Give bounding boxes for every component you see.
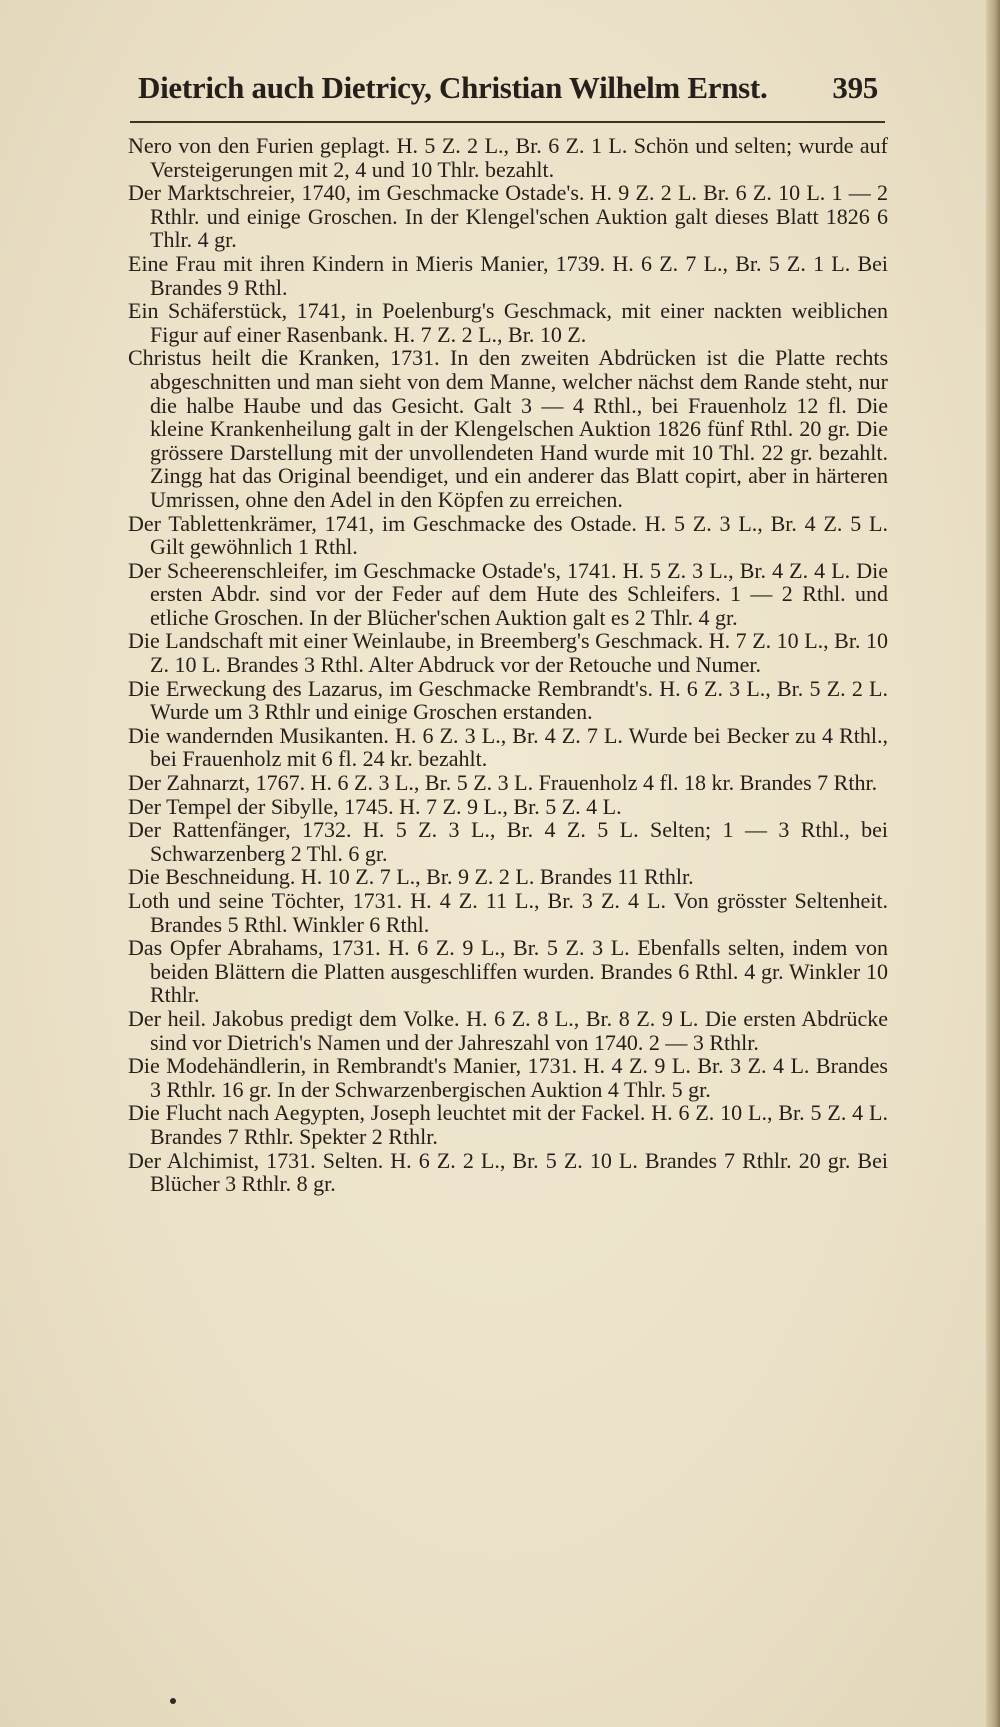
catalog-entries bbox=[128, 134, 888, 1196]
catalog-entry: Nero von den Furien geplagt. H. 5 Z. 2 L., Br. 6 Z. 1 L. Schön und selten; wurde auf Versteigerungen mit 2, 4 und 10 Thlr. bezahlt. bbox=[128, 133, 888, 182]
catalog-entry: Der Zahnarzt, 1767. H. 6 Z. 3 L., Br. 5 Z. 3 L. Frauenholz 4 fl. 18 kr. Brandes 7 Rthr. bbox=[128, 770, 878, 796]
catalog-entry: Das Opfer Abrahams, 1731. H. 6 Z. 9 L., Br. 5 Z. 3 L. Ebenfalls selten, indem von beiden Blättern die Platten ausgeschliffen wurden. Brandes 6 Rthl. 4 gr. Winkler 10 Rthlr. bbox=[128, 935, 888, 1008]
catalog-entry: Der Tempel der Sibylle, 1745. H. 7 Z. 9 L., Br. 5 Z. 4 L. bbox=[128, 793, 622, 819]
page-edge bbox=[986, 0, 1000, 1727]
catalog-entry: Die Flucht nach Aegypten, Joseph leuchtet mit der Fackel. H. 6 Z. 10 L., Br. 5 Z. 4 L. Brandes 7 Rthlr. Spekter 2 Rthlr. bbox=[128, 1100, 888, 1149]
catalog-entry: Der Tablettenkrämer, 1741, im Geschmacke des Ostade. H. 5 Z. 3 L., Br. 4 Z. 5 L. Gilt gewöhnlich 1 Rthl. bbox=[128, 510, 888, 560]
catalog-entry: Die Landschaft mit einer Weinlaube, in Breemberg's Geschmack. H. 7 Z. 10 L., Br. 10 Z. 10 L. Brandes 3 Rthl. Alter Abdruck vor der Retouche und Numer. bbox=[128, 628, 888, 678]
catalog-entry: Die wandernden Musikanten. H. 6 Z. 3 L., Br. 4 Z. 7 L. Wurde bei Becker zu 4 Rthl., bei Frauenholz mit 6 fl. 24 kr. bezahlt. bbox=[128, 722, 888, 772]
catalog-entry: Der Marktschreier, 1740, im Geschmacke Ostade's. H. 9 Z. 2 L. Br. 6 Z. 10 L. 1 — 2 Rthlr. und einige Groschen. In der Klengel'schen Auktion galt dieses Blatt 1826 6 Thlr. 4 gr. bbox=[128, 180, 888, 253]
catalog-entry: Die Beschneidung. H. 10 Z. 7 L., Br. 9 Z. 2 L. Brandes 11 Rthlr. bbox=[128, 864, 694, 890]
catalog-entry: Eine Frau mit ihren Kindern in Mieris Manier, 1739. H. 6 Z. 7 L., Br. 5 Z. 1 L. Bei Brandes 9 Rthl. bbox=[128, 250, 888, 300]
catalog-entry: Christus heilt die Kranken, 1731. In den zweiten Abdrücken ist die Platte rechts abgeschnitten und man sieht von dem Manne, welcher nächst dem Rande steht, nur die halbe Haube und das Gesicht. Galt 3 — 4 Rthl., bei Frauenholz 12 fl. Die kleine Krankenheilung galt in der Klengelschen Auktion 1826 fünf Rthl. 20 gr. Die grössere Darstellung mit der unvollendeten Hand wurde mit 10 Thl. 22 gr. bezahlt. Zingg hat das Original beendiget, und ein anderer das Blatt copirt, aber in härteren Umrissen, ohne den Adel in den Köpfen zu erreichen. bbox=[128, 345, 888, 512]
catalog-entry: Der Rattenfänger, 1732. H. 5 Z. 3 L., Br. 4 Z. 5 L. Selten; 1 — 3 Rthl., bei Schwarzenberg 2 Thl. 6 gr. bbox=[128, 817, 888, 866]
catalog-entry: Der Alchimist, 1731. Selten. H. 6 Z. 2 L., Br. 5 Z. 10 L. Brandes 7 Rthlr. 20 gr. Bei Blücher 3 Rthlr. 8 gr. bbox=[128, 1147, 888, 1197]
page-header bbox=[138, 70, 878, 120]
header-rule bbox=[130, 121, 885, 123]
catalog-entry: Die Erweckung des Lazarus, im Geschmacke Rembrandt's. H. 6 Z. 3 L., Br. 5 Z. 2 L. Wurde um 3 Rthlr und einige Groschen erstanden. bbox=[128, 675, 888, 725]
catalog-entry: Die Modehändlerin, in Rembrandt's Manier, 1731. H. 4 Z. 9 L. Br. 3 Z. 4 L. Brandes 3 Rthlr. 16 gr. In der Schwarzenbergischen Auktion 4 Thlr. 5 gr. bbox=[128, 1053, 888, 1102]
catalog-entry: Der Scheerenschleifer, im Geschmacke Ostade's, 1741. H. 5 Z. 3 L., Br. 4 Z. 4 L. Die ersten Abdr. sind vor der Feder auf dem Hute des Schleifers. 1 — 2 Rthl. und etliche Groschen. In der Blücher'schen Auktion galt es 2 Thlr. 4 gr. bbox=[128, 557, 888, 630]
catalog-entry: Ein Schäferstück, 1741, in Poelenburg's Geschmack, mit einer nackten weiblichen Figur auf einer Rasenbank. H. 7 Z. 2 L., Br. 10 Z. bbox=[128, 298, 888, 347]
ink-speck bbox=[170, 1698, 176, 1704]
running-head: Dietrich auch Dietricy, Christian Wilhelm Ernst. bbox=[138, 70, 768, 105]
catalog-entry: Der heil. Jakobus predigt dem Volke. H. 6 Z. 8 L., Br. 8 Z. 9 L. Die ersten Abdrücke sind vor Dietrich's Namen und der Jahreszahl von 1740. 2 — 3 Rthlr. bbox=[128, 1005, 888, 1055]
catalog-entry: Loth und seine Töchter, 1731. H. 4 Z. 11 L., Br. 3 Z. 4 L. Von grösster Seltenheit. Brandes 5 Rthl. Winkler 6 Rthl. bbox=[128, 888, 888, 937]
page-number: 395 bbox=[832, 70, 878, 105]
